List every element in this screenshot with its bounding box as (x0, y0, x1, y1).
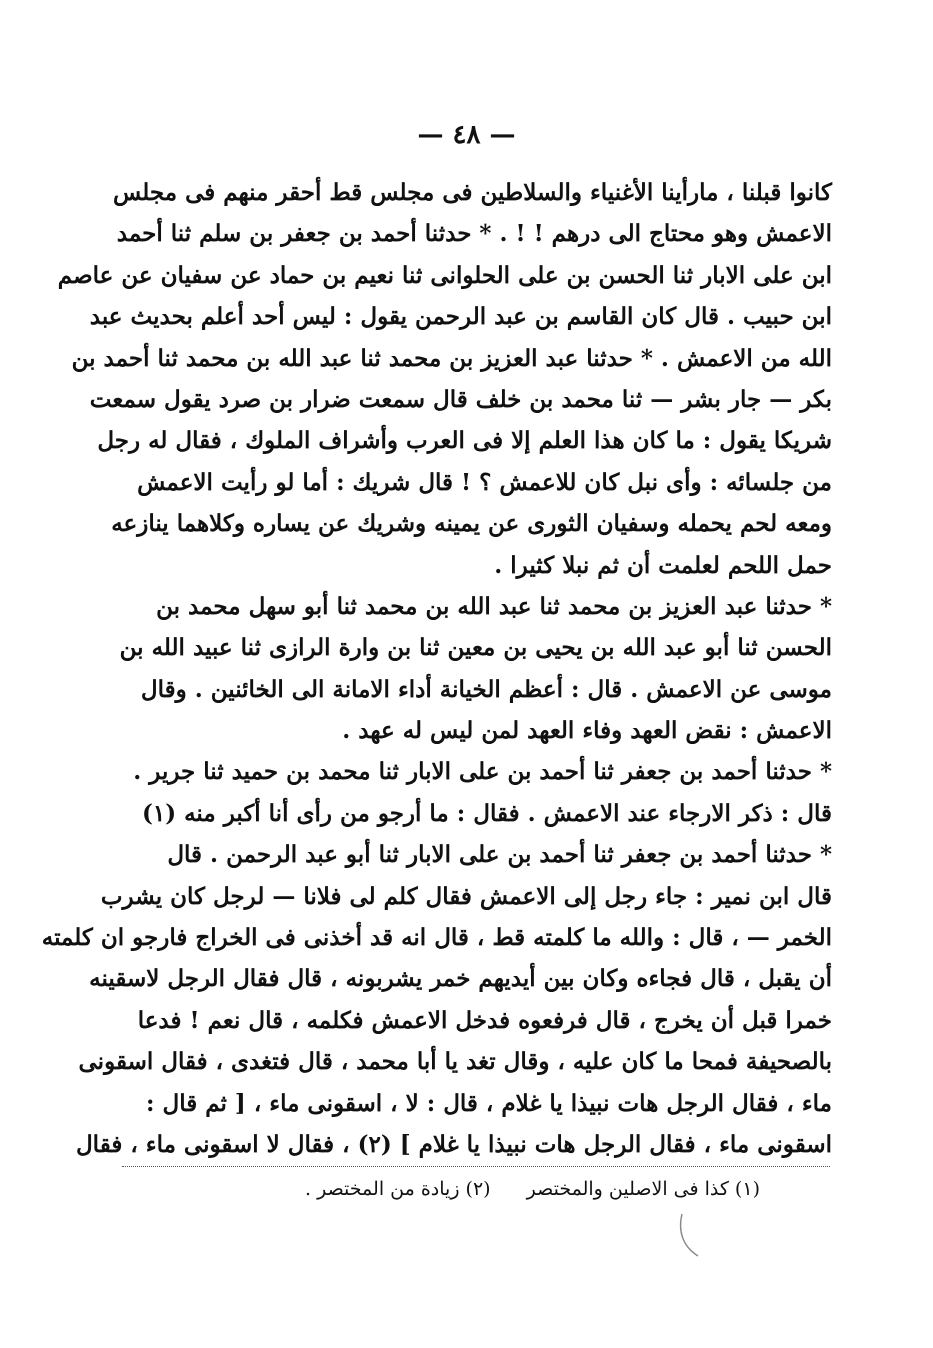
footnotes (300, 1178, 760, 1200)
body-text (41, 172, 832, 1165)
footnote-divider (122, 1166, 830, 1167)
footnote-2: (٢) زيادة من المختصر . (305, 1178, 491, 1200)
page-number: — ٤٨ — (417, 120, 516, 150)
text-line: من جلسائه : وأى نبل كان للاعمش ؟ ! قال شريك : أما لو رأيت الاعمش (137, 468, 832, 496)
text-line: موسى عن الاعمش . قال : أعظم الخيانة أداء الامانة الى الخائنين . وقال (140, 675, 832, 703)
text-line: كانوا قبلنا ، مارأينا الأغنياء والسلاطين فى مجلس قط أحقر منهم فى مجلس (112, 179, 832, 206)
text-line: الاعمش : نقض العهد وفاء العهد لمن ليس له عهد . (342, 717, 832, 745)
text-line: الخمر — ، قال : والله ما كلمته قط ، قال انه قد أخذنى فى الخراج فارجو ان كلمته (41, 924, 832, 952)
text-line: بكر — جار بشر — ثنا محمد بن خلف قال سمعت ضرار بن صرد يقول سمعت (89, 385, 832, 413)
text-line: ماء ، فقال الرجل هات نبيذا يا غلام ، قال : لا ، اسقونى ماء ، [ ثم قال : (146, 1089, 832, 1117)
text-line: الله من الاعمش . * حدثنا عبد العزيز بن محمد ثنا عبد الله بن محمد ثنا أحمد بن (71, 344, 832, 372)
text-line: أن يقبل ، قال فجاءه وكان بين أيديهم خمر يشربونه ، قال فقال الرجل لاسقينه (89, 965, 832, 993)
text-line: اسقونى ماء ، فقال الرجل هات نبيذا يا غلام ] (٢) ، فقال لا اسقونى ماء ، فقال (75, 1130, 832, 1158)
text-line: شريكا يقول : ما كان هذا العلم إلا فى العرب وأشراف الملوك ، فقال له رجل (97, 427, 832, 455)
text-line: ابن على الابار ثنا الحسن بن على الحلوانى ثنا نعيم بن حماد عن سفيان عن عاصم (57, 261, 832, 289)
text-line: قال : ذكر الارجاء عند الاعمش . فقال : ما أرجو من رأى أنا أكبر منه (١) (141, 799, 832, 827)
footnote-1: (١) كذا فى الاصلين والمختصر (526, 1178, 760, 1200)
text-line: * حدثنا أحمد بن جعفر ثنا أحمد بن على الابار ثنا محمد بن حميد ثنا جرير . (133, 758, 832, 786)
text-line: الحسن ثنا أبو عبد الله بن يحيى بن معين ثنا بن وارة الرازى ثنا عبيد الله بن (119, 634, 832, 662)
text-line: * حدثنا عبد العزيز بن محمد ثنا عبد الله بن محمد ثنا أبو سهل محمد بن (156, 592, 832, 620)
text-line: * حدثنا أحمد بن جعفر ثنا أحمد بن على الابار ثنا أبو عبد الرحمن . قال (167, 841, 832, 869)
scan-mark-icon (676, 1212, 714, 1260)
text-line: قال ابن نمير : جاء رجل إلى الاعمش فقال كلم لى فلانا — لرجل كان يشرب (100, 882, 832, 910)
text-line: خمرا قبل أن يخرج ، قال فرفعوه فدخل الاعمش فكلمه ، قال نعم ! فدعا (137, 1006, 832, 1034)
text-line: ومعه لحم يحمله وسفيان الثورى عن يمينه وشريك عن يساره وكلاهما ينازعه (111, 510, 832, 538)
text-line: حمل اللحم لعلمت أن ثم نبلا كثيرا . (494, 551, 832, 579)
text-line: بالصحيفة فمحا ما كان عليه ، وقال تغد يا أبا محمد ، قال فتغدى ، فقال اسقونى (78, 1048, 832, 1076)
text-line: ابن حبيب . قال كان القاسم بن عبد الرحمن يقول : ليس أحد أعلم بحديث عبد (89, 303, 832, 331)
text-line: الاعمش وهو محتاج الى درهم ! ! . * حدثنا أحمد بن جعفر بن سلم ثنا أحمد (116, 220, 832, 248)
